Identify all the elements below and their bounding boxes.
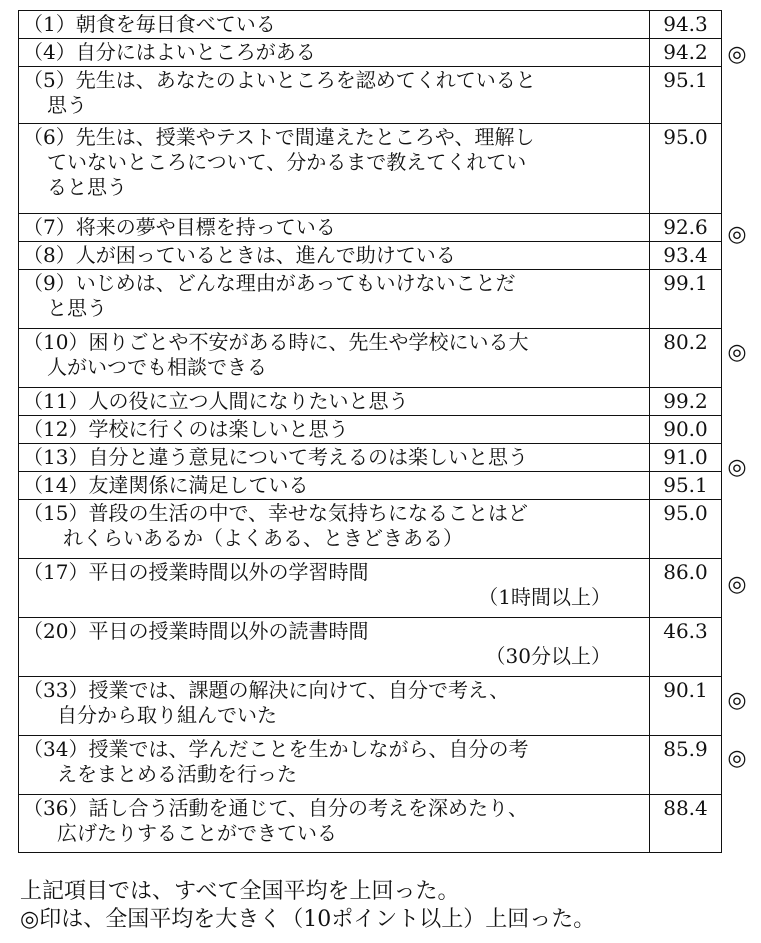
value-cell: 93.4 bbox=[650, 242, 722, 270]
item-text: 友達関係に満足している bbox=[88, 473, 309, 497]
item-number: （1） bbox=[23, 12, 76, 36]
table-row bbox=[19, 67, 722, 124]
table-row bbox=[19, 388, 722, 416]
double-circle-mark: ◎ bbox=[727, 222, 747, 247]
item-cell bbox=[19, 270, 650, 329]
value-cell: 94.2 bbox=[650, 39, 722, 67]
item-text: 困りごとや不安がある時に、先生や学校にいる大 bbox=[88, 330, 529, 354]
double-circle-mark: ◎ bbox=[727, 572, 747, 597]
double-circle-mark: ◎ bbox=[727, 455, 747, 480]
item-cell bbox=[19, 416, 650, 444]
item-cell bbox=[19, 39, 650, 67]
value-cell: 92.6 bbox=[650, 214, 722, 242]
table-row bbox=[19, 795, 722, 853]
value-cell: 88.4 bbox=[650, 795, 722, 853]
table-row bbox=[19, 500, 722, 559]
item-cell bbox=[19, 472, 650, 500]
item-number: （5） bbox=[23, 68, 76, 92]
value-cell: 80.2 bbox=[650, 329, 722, 388]
item-text: いじめは、どんな理由があってもいけないことだ bbox=[75, 271, 516, 295]
item-text: 平日の授業時間以外の学習時間 bbox=[88, 560, 369, 584]
item-cell bbox=[19, 736, 650, 795]
item-text: 自分と違う意見について考えるのは楽しいと思う bbox=[88, 445, 529, 469]
value-cell: 95.0 bbox=[650, 500, 722, 559]
double-circle-mark: ◎ bbox=[727, 42, 747, 67]
item-cell bbox=[19, 795, 650, 853]
item-number: （9） bbox=[23, 271, 76, 295]
value-cell: 85.9 bbox=[650, 736, 722, 795]
item-number: （11） bbox=[23, 389, 89, 413]
item-text-continued: 思う bbox=[47, 93, 87, 117]
item-number: （4） bbox=[23, 40, 76, 64]
table-row bbox=[19, 270, 722, 329]
item-cell bbox=[19, 214, 650, 242]
footnote-summary: 上記項目では、すべて全国平均を上回った。 bbox=[20, 879, 460, 904]
item-text: 人が困っているときは、進んで助けている bbox=[75, 243, 456, 267]
item-subnote: （30分以上） bbox=[485, 644, 611, 668]
double-circle-mark: ◎ bbox=[727, 746, 747, 771]
table-row bbox=[19, 444, 722, 472]
item-text: 学校に行くのは楽しいと思う bbox=[88, 417, 349, 441]
value-cell: 95.1 bbox=[650, 472, 722, 500]
item-number: （34） bbox=[23, 737, 89, 761]
item-number: （36） bbox=[23, 796, 89, 820]
item-number: （8） bbox=[23, 243, 76, 267]
item-cell bbox=[19, 124, 650, 214]
item-text-continued: ていないところについて、分かるまで教えてくれてい bbox=[47, 150, 527, 174]
item-number: （33） bbox=[23, 678, 89, 702]
item-cell bbox=[19, 11, 650, 39]
table-row bbox=[19, 677, 722, 736]
item-number: （12） bbox=[23, 417, 89, 441]
item-cell bbox=[19, 67, 650, 124]
item-text: 話し合う活動を通じて、自分の考えを深めたり、 bbox=[88, 796, 529, 820]
item-number: （14） bbox=[23, 473, 89, 497]
item-text-continued: 広げたりすることができている bbox=[57, 821, 337, 845]
table-row bbox=[19, 214, 722, 242]
table-row bbox=[19, 242, 722, 270]
item-text: 普段の生活の中で、幸せな気持ちになることはど bbox=[88, 501, 529, 525]
table-row bbox=[19, 39, 722, 67]
value-cell: 46.3 bbox=[650, 618, 722, 677]
item-subnote: （1時間以上） bbox=[478, 585, 611, 609]
item-number: （10） bbox=[23, 330, 89, 354]
item-text-continued: れくらいあるか（よくある、ときどきある） bbox=[63, 526, 463, 550]
value-cell: 86.0 bbox=[650, 559, 722, 618]
item-text: 先生は、授業やテストで間違えたところや、理解し bbox=[75, 125, 535, 149]
value-cell: 99.2 bbox=[650, 388, 722, 416]
item-text-continued: 人がいつでも相談できる bbox=[47, 355, 267, 379]
item-cell bbox=[19, 444, 650, 472]
table-row bbox=[19, 559, 722, 618]
item-text-continued: ると思う bbox=[47, 175, 127, 199]
value-cell: 95.1 bbox=[650, 67, 722, 124]
value-cell: 90.1 bbox=[650, 677, 722, 736]
item-number: （15） bbox=[23, 501, 89, 525]
double-circle-mark: ◎ bbox=[727, 688, 747, 713]
item-cell bbox=[19, 242, 650, 270]
table-row bbox=[19, 11, 722, 39]
table-row bbox=[19, 329, 722, 388]
footnote-legend: ◎印は、全国平均を大きく（10ポイント以上）上回った。 bbox=[20, 907, 596, 932]
item-text: 平日の授業時間以外の読書時間 bbox=[88, 619, 369, 643]
item-number: （20） bbox=[23, 619, 89, 643]
value-cell: 95.0 bbox=[650, 124, 722, 214]
item-text: 人の役に立つ人間になりたいと思う bbox=[88, 389, 409, 413]
item-cell bbox=[19, 388, 650, 416]
item-number: （6） bbox=[23, 125, 76, 149]
item-text: 先生は、あなたのよいところを認めてくれていると bbox=[75, 68, 536, 92]
value-cell: 90.0 bbox=[650, 416, 722, 444]
item-text-continued: と思う bbox=[47, 296, 107, 320]
item-text: 授業では、学んだことを生かしながら、自分の考 bbox=[88, 737, 529, 761]
item-text-continued: 自分から取り組んでいた bbox=[57, 703, 277, 727]
item-text: 朝食を毎日食べている bbox=[75, 12, 276, 36]
table-row bbox=[19, 736, 722, 795]
double-circle-mark: ◎ bbox=[727, 340, 747, 365]
value-cell: 99.1 bbox=[650, 270, 722, 329]
survey-results-table bbox=[18, 10, 722, 853]
item-cell bbox=[19, 677, 650, 736]
item-cell bbox=[19, 329, 650, 388]
item-text: 自分にはよいところがある bbox=[75, 40, 316, 64]
item-number: （7） bbox=[23, 215, 76, 239]
item-number: （13） bbox=[23, 445, 89, 469]
table-row bbox=[19, 124, 722, 214]
item-number: （17） bbox=[23, 560, 89, 584]
item-text: 授業では、課題の解決に向けて、自分で考え、 bbox=[88, 678, 510, 702]
table-row bbox=[19, 618, 722, 677]
item-cell bbox=[19, 500, 650, 559]
item-cell bbox=[19, 559, 650, 618]
value-cell: 91.0 bbox=[650, 444, 722, 472]
value-cell: 94.3 bbox=[650, 11, 722, 39]
item-cell bbox=[19, 618, 650, 677]
item-text: 将来の夢や目標を持っている bbox=[75, 215, 336, 239]
item-text-continued: えをまとめる活動を行った bbox=[57, 762, 297, 786]
table-row bbox=[19, 472, 722, 500]
table-row bbox=[19, 416, 722, 444]
